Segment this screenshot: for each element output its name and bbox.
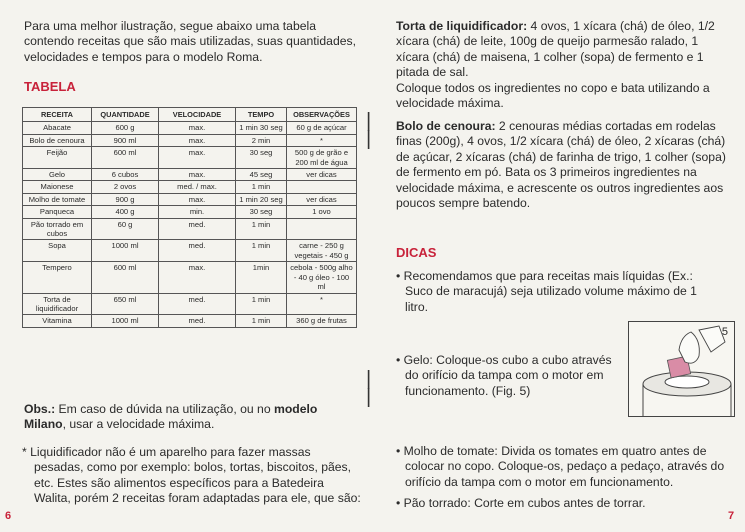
recipe-bolo	[396, 119, 731, 211]
left-page	[0, 0, 372, 532]
col-header-quantidade: QUANTIDADE	[92, 108, 159, 122]
note-paragraph	[22, 445, 362, 507]
brace-mark: |	[366, 368, 372, 390]
table-cell: 1 min	[236, 315, 287, 327]
brace-mark: |	[366, 128, 372, 150]
table-cell: 1 min 30 seg	[236, 122, 287, 134]
intro-paragraph: Para uma melhor ilustração, segue abaixo uma tabela contendo receitas que são mais utilizadas, suas quantidades, velocidades e tempos para o modelo Roma.	[24, 19, 356, 64]
table-cell: 30 seg	[236, 147, 287, 169]
table-cell: med.	[159, 293, 236, 315]
tip-pao	[396, 496, 726, 511]
table-cell	[287, 181, 357, 193]
col-header-observacoes: OBSERVAÇÕES	[287, 108, 357, 122]
table-cell: Bolo de cenoura	[23, 134, 92, 146]
table-cell: Abacate	[23, 122, 92, 134]
table-cell: 900 ml	[92, 134, 159, 146]
table-cell: 2 ovos	[92, 181, 159, 193]
note-text: * Liquidificador não é um aparelho para fazer massas pesadas, como por exemplo: bolos, tortas, biscoitos, pães, etc. Estes são alimentos específicos para a Batedeira Walita, porém 2 receitas foram adaptadas para ele, que são:	[22, 445, 361, 506]
table-cell: ver dicas	[287, 169, 357, 181]
table-cell: 30 seg	[236, 206, 287, 218]
table-row	[23, 193, 357, 205]
table-row	[23, 293, 357, 315]
table-row	[23, 262, 357, 293]
table-cell: carne - 250 g vegetais - 450 g	[287, 240, 357, 262]
table-cell: 60 g	[92, 218, 159, 240]
right-page	[372, 0, 745, 532]
brace-mark: |	[366, 386, 372, 408]
tip-gelo	[396, 353, 616, 399]
col-header-tempo: TEMPO	[236, 108, 287, 122]
table-cell: Sopa	[23, 240, 92, 262]
brace-mark: |	[366, 110, 372, 132]
obs-text: Em caso de dúvida na utilização, ou no	[55, 402, 274, 416]
dicas-heading: DICAS	[396, 245, 437, 260]
table-row	[23, 134, 357, 146]
recipe-bolo-text: 2 cenouras médias cortadas em rodelas finas (200g), 4 ovos, 1/2 xícara (chá) de óleo, 2 xícaras (chá) de açúcar, 2 xícaras (chá) de farinha de trigo, 1 colher (sopa) de fermento em pó. Bata os 3 primeiros ingredientes na velocidade máxima, e acrescente os outros ingredientes aos poucos sempre batendo.	[396, 119, 726, 211]
table-cell: Torta de liquidificador	[23, 293, 92, 315]
table-cell: 1 min 20 seg	[236, 193, 287, 205]
table-cell: 500 g de grão e 200 ml de água	[287, 147, 357, 169]
table-cell: Gelo	[23, 169, 92, 181]
table-row	[23, 218, 357, 240]
table-cell: cebola - 500g alho - 40 g óleo - 100 ml	[287, 262, 357, 293]
recipe-torta-text: 4 ovos, 1 xícara (chá) de óleo, 1/2 xícara (chá) de leite, 100g de queijo parmesão ralado, 1 xícara (chá) de maisena, 1 colher (sopa) de fermento e 1 pitada de sal.	[396, 19, 715, 80]
recipe-bolo-title: Bolo de cenoura:	[396, 119, 496, 133]
tabela-heading: TABELA	[24, 79, 76, 94]
table-cell: med.	[159, 315, 236, 327]
table-row	[23, 206, 357, 218]
table-cell: 600 g	[92, 122, 159, 134]
table-cell: 400 g	[92, 206, 159, 218]
col-header-receita: RECEITA	[23, 108, 92, 122]
table-cell: Maionese	[23, 181, 92, 193]
table-row	[23, 315, 357, 327]
recipe-torta-instructions: Coloque todos os ingredientes no copo e bata utilizando a velocidade máxima.	[396, 80, 710, 111]
table-cell: *	[287, 293, 357, 315]
table-cell: Feijão	[23, 147, 92, 169]
recipe-torta	[396, 19, 731, 111]
table-cell: 650 ml	[92, 293, 159, 315]
table-cell: med.	[159, 218, 236, 240]
tip-gelo-text: • Gelo: Coloque-os cubo a cubo através do orifício da tampa com o motor em funcionamento. (Fig. 5)	[396, 353, 612, 398]
table-cell: 6 cubos	[92, 169, 159, 181]
table-cell: 1 min	[236, 181, 287, 193]
table-cell: med. / max.	[159, 181, 236, 193]
table-cell: max.	[159, 122, 236, 134]
table-header-row	[23, 108, 357, 122]
table-cell: 600 ml	[92, 147, 159, 169]
table-cell: Molho de tomate	[23, 193, 92, 205]
table-cell: med.	[159, 240, 236, 262]
table-row	[23, 240, 357, 262]
table-cell: Panqueca	[23, 206, 92, 218]
page-number-right: 7	[728, 510, 735, 522]
figure-number: 5	[721, 326, 728, 338]
tip-molho	[396, 444, 726, 490]
table-cell: 60 g de açúcar	[287, 122, 357, 134]
tip-pao-text: • Pão torrado: Corte em cubos antes de torrar.	[396, 496, 646, 510]
table-row	[23, 181, 357, 193]
table-cell: max.	[159, 193, 236, 205]
table-cell: 360 g de frutas	[287, 315, 357, 327]
obs-label: Obs.:	[24, 402, 56, 416]
table-cell: ver dicas	[287, 193, 357, 205]
tip-molho-text: • Molho de tomate: Divida os tomates em quatro antes de colocar no copo. Coloque-os, pedaço a pedaço, através do orifício da tampa com o motor em funcionamento.	[396, 444, 725, 489]
table-cell: max.	[159, 169, 236, 181]
table-cell: min.	[159, 206, 236, 218]
table-cell: Tempero	[23, 262, 92, 293]
table-cell: 1 min	[236, 218, 287, 240]
table-cell: max.	[159, 262, 236, 293]
col-header-velocidade: VELOCIDADE	[159, 108, 236, 122]
recipe-table	[22, 107, 357, 328]
table-body	[23, 122, 357, 327]
table-cell: 1000 ml	[92, 240, 159, 262]
tip-liquidos-text: • Recomendamos que para receitas mais líquidas (Ex.: Suco de maracujá) seja utilizado volume máximo de 1 litro.	[396, 269, 697, 314]
table-cell: max.	[159, 147, 236, 169]
tip-liquidos	[396, 269, 716, 315]
table-cell	[287, 218, 357, 240]
table-cell: 600 ml	[92, 262, 159, 293]
table-cell: Vitamina	[23, 315, 92, 327]
obs-paragraph	[24, 402, 359, 433]
table-cell: 1 ovo	[287, 206, 357, 218]
table-row	[23, 147, 357, 169]
table-cell: max.	[159, 134, 236, 146]
table-cell: 2 min	[236, 134, 287, 146]
table-row	[23, 169, 357, 181]
figure-5	[628, 321, 735, 417]
table-cell: *	[287, 134, 357, 146]
table-cell: 1min	[236, 262, 287, 293]
recipe-torta-title: Torta de liquidificador:	[396, 19, 528, 33]
obs-end: , usar a velocidade máxima.	[62, 417, 215, 432]
table-cell: 900 g	[92, 193, 159, 205]
obs-bold: modelo Milano	[24, 402, 318, 432]
table-cell: 45 seg	[236, 169, 287, 181]
table-row	[23, 122, 357, 134]
table-cell: 1 min	[236, 293, 287, 315]
blender-lid-illustration	[629, 322, 734, 416]
table-cell: 1 min	[236, 240, 287, 262]
table-cell: Pão torrado em cubos	[23, 218, 92, 240]
page-number-left: 6	[5, 510, 12, 522]
table-cell: 1000 ml	[92, 315, 159, 327]
